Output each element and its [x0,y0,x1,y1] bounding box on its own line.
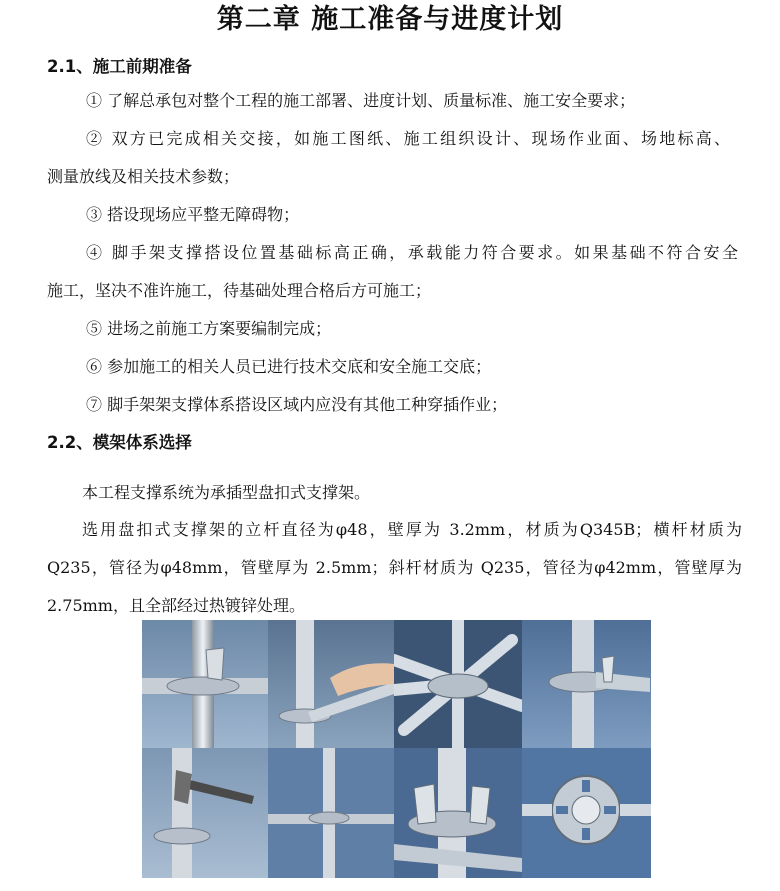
photo-cross-node [268,748,394,878]
section-heading-2-1: 2.1、施工前期准备 [47,57,192,76]
photo-hammer [142,748,268,878]
photo-wedge-closeup [394,748,522,878]
photo-rosette-top [522,748,651,878]
scaffold-photo-collage [142,620,651,878]
paragraph-line: 2.75mm，且全部经过热镀锌处理。 [47,596,305,615]
list-item: ② 双方已完成相关交接，如施工图纸、施工组织设计、现场作业面、场地标高、 [86,129,730,148]
paragraph-line: 选用盘扣式支撑架的立杆直径为φ48，壁厚为 3.2mm，材质为Q345B；横杆材质为 [82,520,742,539]
paragraph: 本工程支撑系统为承插型盘扣式支撑架。 [82,483,371,502]
list-item-continuation: 测量放线及相关技术参数； [47,167,240,186]
chapter-title: 第二章 施工准备与进度计划 [216,4,564,35]
list-item: ⑦ 脚手架架支撑体系搭设区域内应没有其他工种穿插作业； [86,395,508,414]
photo-standard-rosette [522,620,651,748]
section-heading-2-2: 2.2、模架体系选择 [47,433,192,452]
list-item: ⑥ 参加施工的相关人员已进行技术交底和安全施工交底； [86,357,492,376]
paragraph-line: Q235，管径为φ48mm，管壁厚为 2.5mm；斜杆材质为 Q235，管径为φ42mm，管壁厚为 [47,558,742,577]
photo-node-wedge [142,620,268,748]
list-item: ⑤ 进场之前施工方案要编制完成； [86,319,332,338]
list-item: ④ 脚手架支撑搭设位置基础标高正确，承载能力符合要求。如果基础不符合安全 [86,243,738,262]
photo-hand-ledger [268,620,394,748]
list-item-continuation: 施工，坚决不准许施工，待基础处理合格后方可施工； [47,281,432,300]
list-item: ① 了解总承包对整个工程的施工部署、进度计划、质量标准、施工安全要求； [86,91,636,110]
list-item: ③ 搭设现场应平整无障碍物； [86,205,300,224]
photo-3d-node [394,620,522,748]
